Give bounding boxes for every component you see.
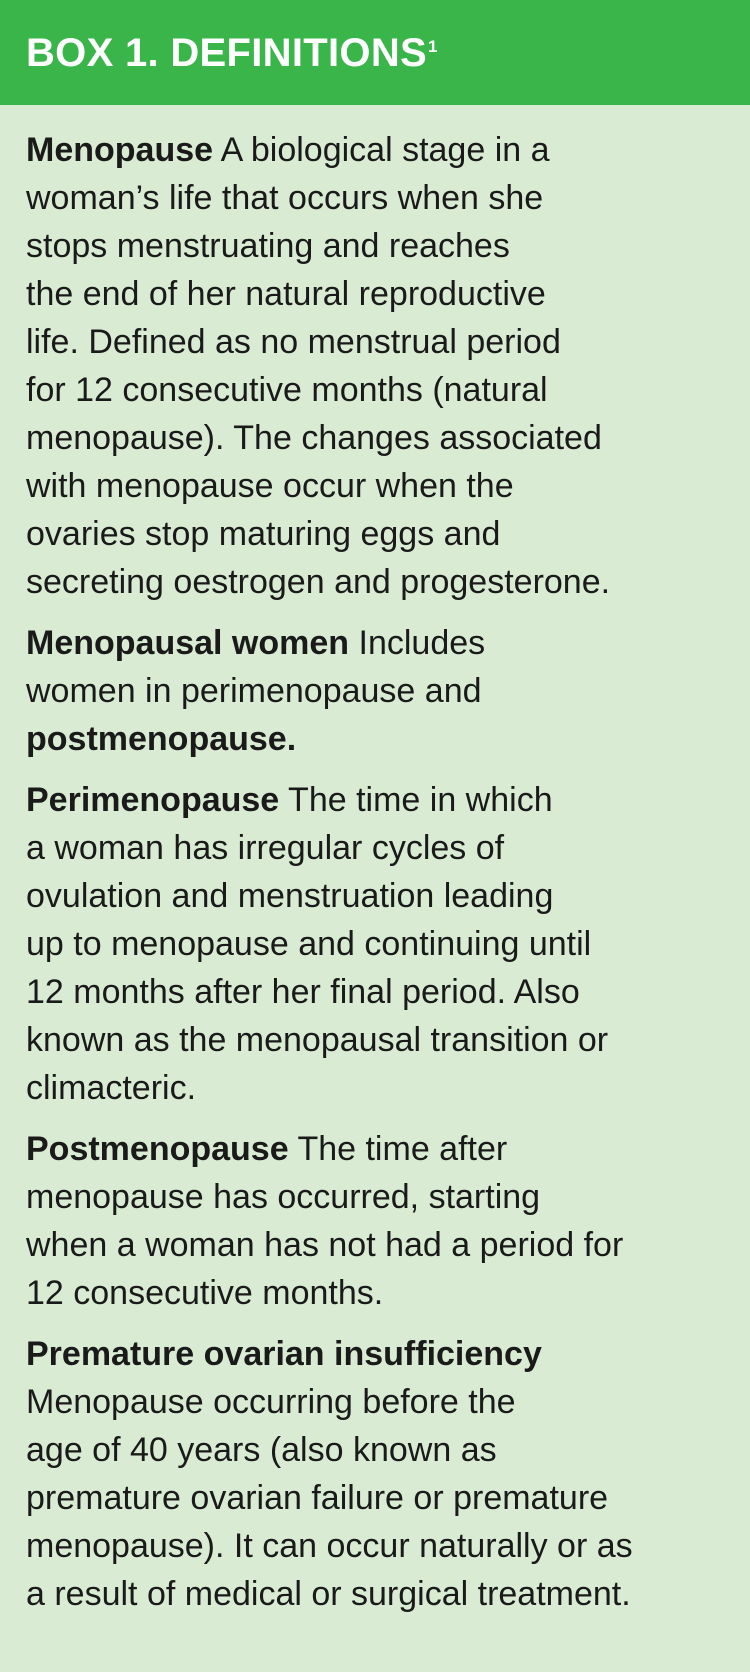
box-title xyxy=(26,30,750,84)
definition-line: with menopause occur when the xyxy=(26,467,514,505)
definition-line: 12 consecutive months. xyxy=(26,1274,384,1312)
box-header xyxy=(0,0,750,105)
definition-term: Premature ovarian insufficiency xyxy=(26,1335,542,1373)
definition-term: Postmenopause xyxy=(26,1130,289,1168)
definition-line: Menopause occurring before the xyxy=(26,1383,516,1421)
definition-line: menopause has occurred, starting xyxy=(26,1178,541,1216)
definition-term: Menopausal women xyxy=(26,624,350,662)
definition-text: The time after xyxy=(288,1130,508,1168)
definition-line: up to menopause and continuing until xyxy=(26,925,592,963)
definition-text: A biological stage in a xyxy=(213,131,550,169)
definition-line: climacteric. xyxy=(26,1069,197,1107)
definition-text: Includes xyxy=(349,624,486,662)
box-title-text: BOX 1. DEFINITIONS xyxy=(26,31,428,75)
definition-first-line xyxy=(26,1125,730,1173)
definition-line: 12 months after her final period. Also xyxy=(26,973,580,1011)
definition-first-line xyxy=(26,126,730,174)
definition-premature-ovarian-insufficiency xyxy=(26,1330,730,1618)
definition-line: menopause). The changes associated xyxy=(26,419,602,457)
definition-line: a woman has irregular cycles of xyxy=(26,829,505,867)
definition-menopause xyxy=(26,126,730,606)
definition-menopausal-women xyxy=(26,619,730,763)
definition-line: life. Defined as no menstrual period xyxy=(26,323,561,361)
definition-line: known as the menopausal transition or xyxy=(26,1021,609,1059)
definition-first-line xyxy=(26,776,730,824)
footnote-reference: 1 xyxy=(428,37,438,56)
definition-bold-term: postmenopause. xyxy=(26,720,297,758)
definition-line: women in perimenopause and xyxy=(26,672,482,710)
definition-line: the end of her natural reproductive xyxy=(26,275,546,313)
definition-term: Perimenopause xyxy=(26,781,280,819)
definition-line: ovaries stop maturing eggs and xyxy=(26,515,501,553)
definition-line: secreting oestrogen and progesterone. xyxy=(26,563,611,601)
definition-first-line xyxy=(26,619,730,667)
definition-perimenopause xyxy=(26,776,730,1112)
definition-line: age of 40 years (also known as xyxy=(26,1431,497,1469)
definition-line: stops menstruating and reaches xyxy=(26,227,510,265)
definitions-list xyxy=(0,105,730,1618)
definition-text: The time in which xyxy=(279,781,553,819)
definition-line: premature ovarian failure or premature xyxy=(26,1479,609,1517)
definition-line: for 12 consecutive months (natural xyxy=(26,371,548,409)
definition-line: ovulation and menstruation leading xyxy=(26,877,554,915)
definition-line: menopause). It can occur naturally or as xyxy=(26,1527,633,1565)
definition-line: a result of medical or surgical treatment. xyxy=(26,1575,631,1613)
definition-line: woman’s life that occurs when she xyxy=(26,179,544,217)
definition-line: when a woman has not had a period for xyxy=(26,1226,624,1264)
definition-postmenopause xyxy=(26,1125,730,1317)
definition-first-line xyxy=(26,1330,730,1378)
definition-term: Menopause xyxy=(26,131,214,169)
